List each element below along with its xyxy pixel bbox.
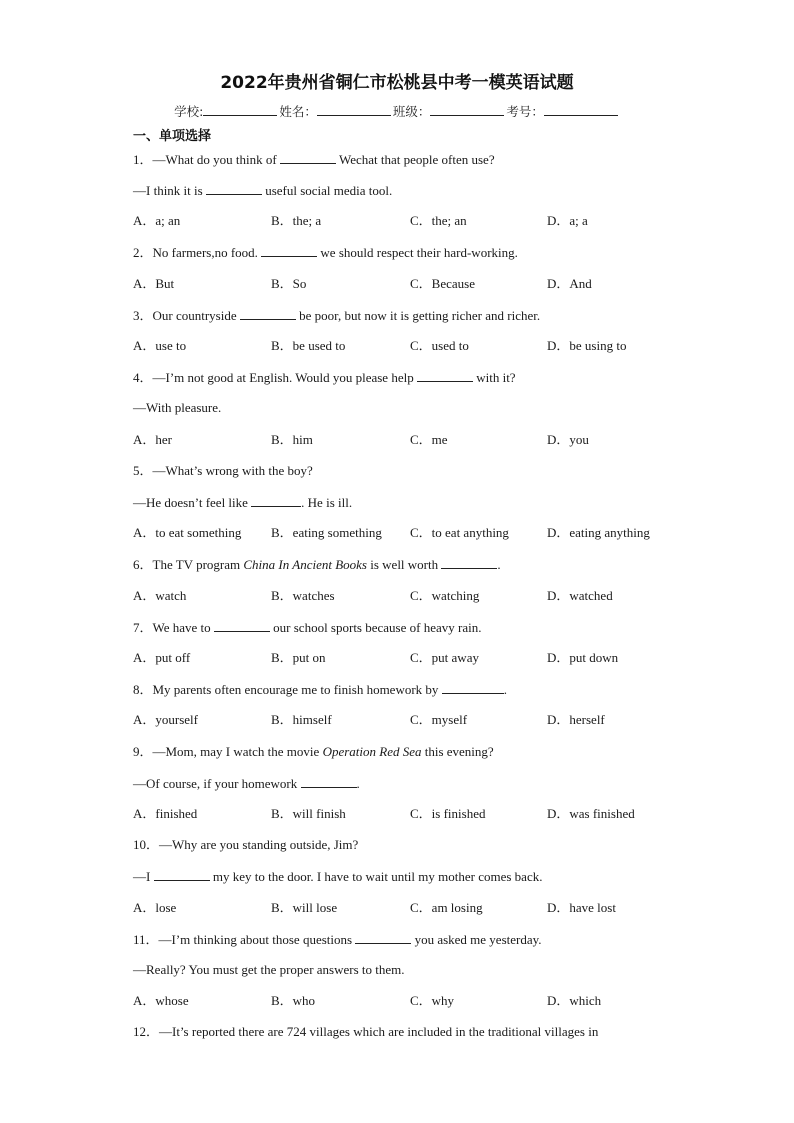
class-blank[interactable] (430, 104, 504, 116)
question-text: this evening? (424, 744, 494, 759)
question-3-stem (133, 307, 540, 324)
answer-blank (442, 681, 504, 694)
question-6-options (133, 588, 693, 604)
option-d[interactable]: D．which (547, 993, 602, 1008)
question-10-stem (133, 837, 358, 853)
option-c[interactable]: C．is finished (410, 806, 486, 821)
question-text: you asked me yesterday. (414, 932, 542, 947)
question-5-options (133, 525, 693, 541)
option-d[interactable]: D．And (547, 276, 592, 291)
answer-blank (206, 182, 262, 195)
question-text: 9．—Mom, may I watch the movie (133, 744, 320, 759)
exam-title: 2022年贵州省铜仁市松桃县中考一模英语试题 (220, 73, 574, 93)
question-text: be poor, but now it is getting richer and richer. (299, 308, 541, 323)
question-8-options (133, 712, 693, 728)
option-c[interactable]: C．am losing (410, 900, 483, 915)
option-a[interactable]: A．lose (133, 900, 177, 915)
answer-blank (214, 619, 270, 632)
option-d[interactable]: D．have lost (547, 900, 616, 915)
question-text: 10．—Why are you standing outside, Jim? (133, 837, 359, 852)
option-a[interactable]: A．yourself (133, 712, 198, 727)
option-c[interactable]: C．myself (410, 712, 468, 727)
question-text: our school sports because of heavy rain. (273, 620, 482, 635)
question-8-stem (133, 681, 507, 698)
question-text: 8．My parents often encourage me to finish homework by (133, 682, 439, 697)
answer-blank (154, 868, 210, 881)
question-text: 6．The TV program (133, 557, 241, 572)
question-11-reply (133, 962, 405, 978)
school-blank[interactable] (203, 104, 277, 116)
question-4-options (133, 432, 693, 448)
question-text: —I (133, 869, 151, 884)
question-text: . (356, 776, 360, 791)
answer-blank (251, 494, 301, 507)
option-b[interactable]: B．will lose (271, 900, 338, 915)
option-c[interactable]: C．the; an (410, 213, 467, 228)
question-text: —Of course, if your homework (133, 776, 298, 791)
option-a[interactable]: A．watch (133, 588, 187, 603)
name-blank[interactable] (317, 104, 391, 116)
question-10-reply (133, 868, 542, 885)
question-2-options (133, 276, 693, 292)
option-b[interactable]: B．him (271, 432, 313, 447)
question-text: 7．We have to (133, 620, 211, 635)
option-d[interactable]: D．herself (547, 712, 605, 727)
option-a[interactable]: A．use to (133, 338, 187, 353)
question-11-options (133, 993, 693, 1009)
question-1-reply (133, 182, 392, 199)
question-text: useful social media tool. (265, 183, 393, 198)
option-a[interactable]: A．But (133, 276, 175, 291)
option-c[interactable]: C．Because (410, 276, 475, 291)
question-text: —He doesn’t feel like (133, 495, 248, 510)
option-a[interactable]: A．finished (133, 806, 198, 821)
question-text: 1．—What do you think of (133, 152, 277, 167)
option-b[interactable]: B．eating something (271, 525, 382, 540)
section-heading: 一、单项选择 (133, 129, 212, 144)
question-text: Wechat that people often use? (338, 152, 495, 167)
question-2-stem (133, 244, 518, 261)
option-a[interactable]: A．whose (133, 993, 189, 1008)
option-c[interactable]: C．why (410, 993, 455, 1008)
option-c[interactable]: C．used to (410, 338, 469, 353)
question-7-options (133, 650, 693, 666)
option-a[interactable]: A．to eat something (133, 525, 242, 540)
question-6-stem (133, 556, 501, 573)
question-11-stem (133, 931, 542, 948)
option-d[interactable]: D．you (547, 432, 589, 447)
question-text: —Really? You must get the proper answers to them. (133, 962, 405, 977)
answer-blank (240, 307, 296, 320)
option-d[interactable]: D．a; a (547, 213, 588, 228)
answer-blank (417, 369, 473, 382)
question-10-options (133, 900, 693, 916)
option-a[interactable]: A．put off (133, 650, 191, 665)
question-7-stem (133, 619, 481, 636)
question-text: 4．—I’m not good at English. Would you please help (133, 370, 414, 385)
question-text: —With pleasure. (133, 400, 222, 415)
question-9-options (133, 806, 693, 822)
question-4-reply (133, 400, 221, 416)
option-c[interactable]: C．put away (410, 650, 479, 665)
question-text: . He is ill. (301, 495, 353, 510)
question-5-stem (133, 463, 313, 479)
option-b[interactable]: B．watches (271, 588, 335, 603)
option-b[interactable]: B．be used to (271, 338, 346, 353)
question-12-stem (133, 1024, 598, 1040)
movie-title: Operation Red Sea (322, 744, 422, 759)
option-c[interactable]: C．me (410, 432, 448, 447)
question-text: . (497, 557, 501, 572)
question-1-options (133, 213, 693, 229)
option-d[interactable]: D．was finished (547, 806, 635, 821)
option-d[interactable]: D．put down (547, 650, 619, 665)
option-b[interactable]: B．So (271, 276, 307, 291)
option-a[interactable]: A．a; an (133, 213, 181, 228)
school-label: 学校: (174, 104, 204, 119)
answer-blank (355, 931, 411, 944)
answer-blank (301, 775, 357, 788)
program-title: China In Ancient Books (243, 557, 367, 572)
option-a[interactable]: A．her (133, 432, 172, 447)
question-text: 12．—It’s reported there are 724 villages which are included in the traditional villages in (133, 1024, 599, 1039)
answer-blank (261, 244, 317, 257)
question-4-stem (133, 369, 516, 386)
class-label: 班级： (392, 104, 431, 119)
question-text: 5．—What’s wrong with the boy? (133, 463, 313, 478)
question-text: 3．Our countryside (133, 308, 237, 323)
option-c[interactable]: C．watching (410, 588, 480, 603)
question-3-options (133, 338, 693, 354)
question-text: —I think it is (133, 183, 203, 198)
exam-number-blank[interactable] (544, 104, 618, 116)
question-text: is well worth (370, 557, 439, 572)
option-b[interactable]: B．who (271, 993, 316, 1008)
question-5-reply (133, 494, 352, 511)
question-text: with it? (476, 370, 516, 385)
exam-number-label: 考号： (506, 104, 544, 119)
answer-blank (441, 556, 497, 569)
option-b[interactable]: B．the; a (271, 213, 322, 228)
question-text: 11．—I’m thinking about those questions (133, 932, 353, 947)
option-b[interactable]: B．himself (271, 712, 332, 727)
question-9-stem (133, 744, 494, 760)
question-text: my key to the door. I have to wait until my mother comes back. (212, 869, 543, 884)
question-9-reply (133, 775, 360, 792)
question-text: 2．No farmers,no food. (133, 245, 258, 260)
option-d[interactable]: D．eating anything (547, 525, 650, 540)
question-1-stem (133, 151, 495, 168)
name-label: 姓名： (279, 104, 317, 119)
option-b[interactable]: B．put on (271, 650, 326, 665)
question-text: . (503, 682, 507, 697)
question-text: we should respect their hard-working. (320, 245, 518, 260)
option-d[interactable]: D．watched (547, 588, 613, 603)
answer-blank (280, 151, 336, 164)
option-c[interactable]: C．to eat anything (410, 525, 509, 540)
option-d[interactable]: D．be using to (547, 338, 627, 353)
student-info-line (0, 102, 794, 120)
option-b[interactable]: B．will finish (271, 806, 346, 821)
